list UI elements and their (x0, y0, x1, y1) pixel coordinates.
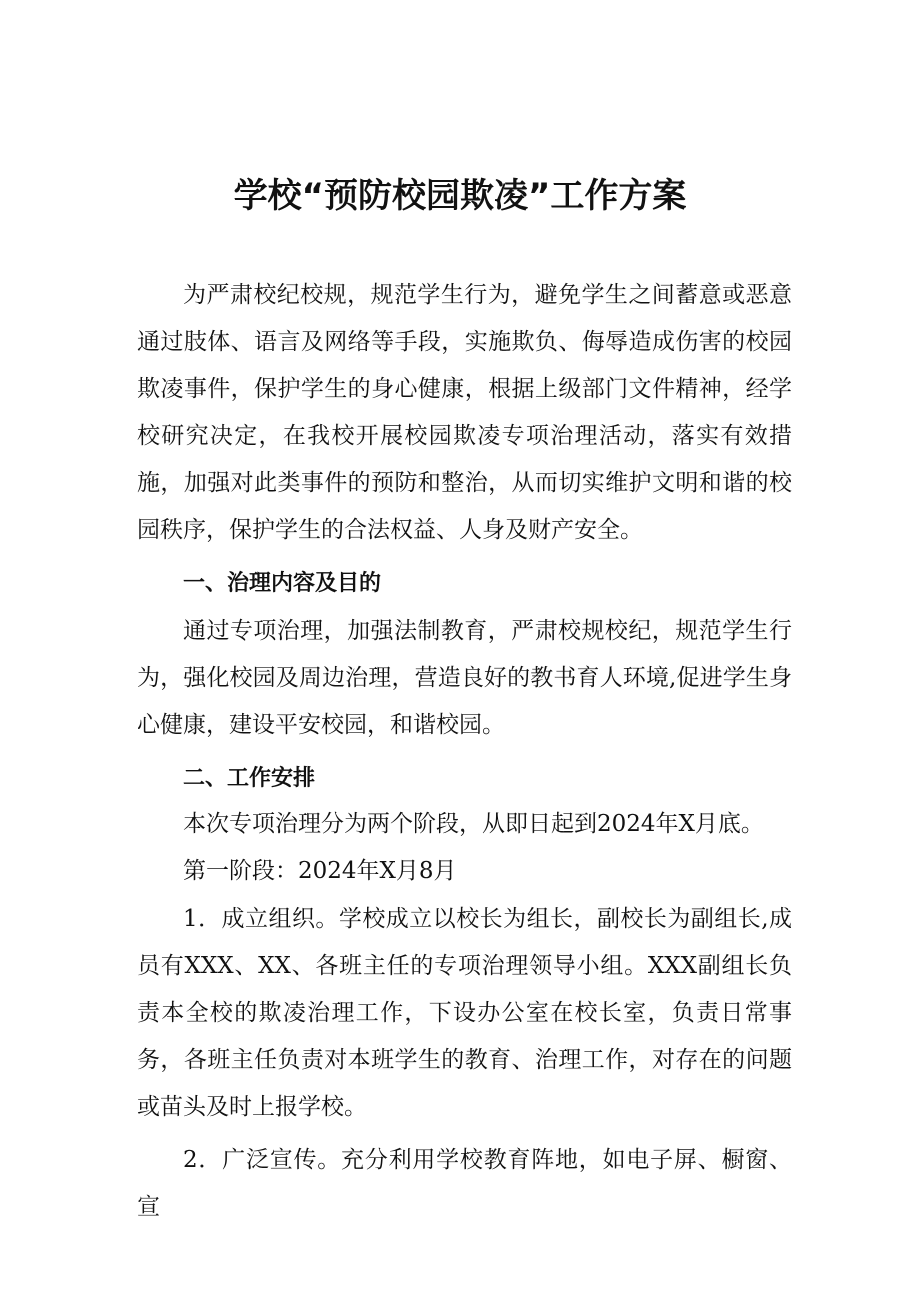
stage-one-paragraph: 第一阶段：2024年X月8月 (183, 858, 457, 884)
stages-paragraph: 本次专项治理分为两个阶段，从即日起到2024年X月底。 (183, 811, 764, 837)
document-title: 学校“预防校园欺凌”工作方案 (233, 176, 687, 216)
item-two-paragraph: 2．广泛宣传。充分利用学校教育阵地，如电子屏、橱窗、宣 (137, 1147, 792, 1220)
section-two-heading: 二、工作安排 (183, 766, 316, 791)
item-one-paragraph: 1．成立组织。学校成立以校长为组长，副校长为副组长,成员有XXX、XX、各班主任的专项治理领导小组。XXX副组长负责本全校的欺凌治理工作，下设办公室在校长室，负责日常事务，各班主任负责对本班学生的教育、治理工作，对存在的问题或苗头及时上报学校。 (137, 906, 792, 1120)
section-one-paragraph: 通过专项治理，加强法制教育，严肃校规校纪，规范学生行为，强化校园及周边治理，营造良好的教书育人环境,促进学生身心健康，建设平安校园，和谐校园。 (137, 618, 792, 738)
intro-paragraph: 为严肃校纪校规，规范学生行为，避免学生之间蓄意或恶意通过肢体、语言及网络等手段，实施欺负、侮辱造成伤害的校园欺凌事件，保护学生的身心健康，根据上级部门文件精神，经学校研究决定，在我校开展校园欺凌专项治理活动，落实有效措施，加强对此类事件的预防和整治，从而切实维护文明和谐的校园秩序，保护学生的合法权益、人身及财产安全。 (137, 282, 792, 543)
section-one-heading: 一、治理内容及目的 (183, 571, 382, 596)
